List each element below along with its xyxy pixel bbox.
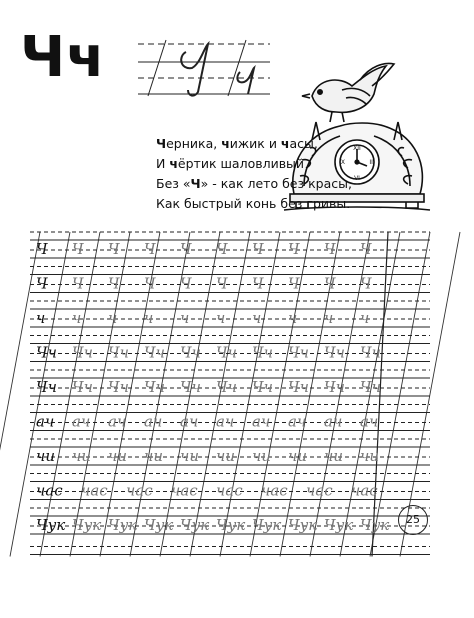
tracing-sample: час — [126, 481, 153, 500]
tracing-sample: Чч — [252, 343, 273, 362]
tracing-sample: час — [36, 481, 63, 500]
tracing-sample: Чч — [72, 343, 93, 362]
poem-text: Без « — [156, 176, 191, 191]
poem-text: ерника, — [166, 136, 222, 151]
tracing-sample: ч — [72, 309, 82, 327]
practice-row — [30, 301, 430, 327]
tracing-sample: час — [351, 481, 378, 500]
practice-row — [30, 232, 430, 258]
tracing-sample: ач — [36, 412, 55, 431]
tracing-sample: ач — [216, 412, 235, 431]
svg-text:VI: VI — [354, 175, 360, 182]
tracing-sample: ч — [36, 309, 46, 327]
tracing-sample: Ч — [216, 274, 228, 293]
practice-row — [30, 439, 430, 465]
svg-text:IX: IX — [339, 159, 345, 166]
tracing-sample: Ч — [324, 274, 336, 293]
tracing-sample: чи — [324, 447, 343, 465]
tracing-sample: Чч — [252, 378, 273, 396]
tracing-sample: Чук — [288, 516, 318, 534]
tracing-sample: Ч — [288, 240, 300, 258]
tracing-sample: Чч — [144, 378, 165, 396]
tracing-sample: Чук — [108, 516, 138, 534]
tracing-sample: ч — [252, 309, 262, 327]
poem-text: ёртик шаловливый — [177, 156, 305, 171]
tracing-sample: ач — [324, 412, 343, 431]
tracing-sample: чи — [108, 447, 127, 465]
tracing-sample: ч — [216, 309, 226, 327]
tracing-sample: Чч — [288, 378, 309, 396]
tracing-sample: Ч — [324, 240, 336, 258]
page-number: 25 — [398, 505, 428, 535]
tracing-sample: Ч — [144, 240, 156, 258]
poem-highlight: ч — [221, 136, 230, 151]
tracing-sample: ч — [324, 309, 334, 327]
poem-text: И — [156, 156, 170, 171]
tracing-sample: чи — [180, 447, 199, 465]
tracing-sample: Ч — [360, 274, 372, 293]
tracing-sample: Чук — [360, 516, 390, 534]
tracing-sample: Чук — [144, 516, 174, 534]
tracing-sample: Чч — [180, 378, 201, 396]
tracing-sample: Чч — [324, 343, 345, 362]
poem-highlight: Ч — [156, 136, 167, 151]
poem-highlight: Ч — [190, 176, 201, 191]
tracing-sample: час — [216, 481, 243, 500]
poem-highlight: ч — [169, 156, 178, 171]
tracing-sample: ч — [108, 309, 118, 327]
practice-row — [30, 267, 430, 293]
tracing-sample: Ч — [36, 274, 48, 293]
tracing-sample: Чч — [216, 343, 237, 362]
tracing-sample: Ч — [360, 240, 372, 258]
tracing-sample: чи — [252, 447, 271, 465]
poem-line-4: Как быстрый конь без гривы. — [156, 196, 351, 211]
tracing-sample: час — [261, 481, 288, 500]
tracing-sample: ач — [108, 412, 127, 431]
tracing-sample: ач — [252, 412, 271, 431]
tracing-sample: Ч — [108, 274, 120, 293]
tracing-sample: Чч — [288, 343, 309, 362]
tracing-sample: Ч — [180, 240, 192, 258]
tracing-sample: Ч — [180, 274, 192, 293]
tracing-sample: Чч — [72, 378, 93, 396]
tracing-sample: Чч — [216, 378, 237, 396]
tracing-sample: Чч — [360, 343, 381, 362]
tracing-sample: Чук — [324, 516, 354, 534]
tracing-sample: Ч — [144, 274, 156, 293]
tracing-sample: ач — [288, 412, 307, 431]
tracing-sample: Чч — [108, 378, 129, 396]
tracing-sample: Чч — [360, 378, 381, 396]
tracing-sample: Чч — [144, 343, 165, 362]
tracing-sample: Ч — [72, 274, 84, 293]
svg-text:XII: XII — [353, 145, 361, 152]
tracing-sample: Ч — [288, 274, 300, 293]
practice-row — [30, 474, 430, 500]
poem-text: ижик и — [229, 136, 281, 151]
tracing-sample: Ч — [72, 240, 84, 258]
poem-highlight: ч — [280, 136, 290, 151]
tracing-sample: чи — [72, 447, 91, 465]
tracing-sample: ач — [180, 412, 199, 431]
practice-row — [30, 508, 430, 534]
svg-text:III: III — [369, 159, 375, 166]
tracing-sample: ч — [180, 309, 190, 327]
tracing-sample: чи — [288, 447, 307, 465]
tracing-sample: Чч — [36, 378, 57, 396]
tracing-sample: Чук — [36, 516, 66, 534]
tracing-sample: чи — [36, 447, 55, 465]
tracing-sample: чи — [144, 447, 163, 465]
tracing-sample: ч — [360, 309, 370, 327]
tracing-sample: Ч — [252, 274, 264, 293]
tracing-sample: ач — [144, 412, 163, 431]
practice-row — [30, 370, 430, 396]
tracing-sample: Чук — [216, 516, 246, 534]
tracing-sample: Чч — [108, 343, 129, 362]
tracing-sample: чи — [360, 447, 379, 465]
tracing-sample: Чук — [72, 516, 102, 534]
tracing-sample: час — [306, 481, 333, 500]
tracing-sample: Ч — [36, 240, 48, 258]
tracing-sample: Чч — [324, 378, 345, 396]
tracing-sample: ч — [144, 309, 154, 327]
tracing-sample: Ч — [108, 240, 120, 258]
tracing-sample: Чч — [180, 343, 201, 362]
tracing-sample: Чук — [252, 516, 282, 534]
tracing-sample: час — [81, 481, 108, 500]
tracing-sample: ач — [360, 412, 379, 431]
tracing-sample: ч — [288, 309, 298, 327]
big-letter-pair: Чч — [20, 25, 106, 90]
tracing-sample: Чч — [36, 343, 57, 362]
tracing-sample: Ч — [252, 240, 264, 258]
tracing-sample: час — [171, 481, 198, 500]
tracing-sample: Чук — [180, 516, 210, 534]
tracing-sample: чи — [216, 447, 235, 465]
tracing-sample: Ч — [216, 240, 228, 258]
tracing-sample: ач — [72, 412, 91, 431]
poem-text: » - как лето без красы, — [200, 176, 352, 191]
poem-text: асы, — [289, 136, 318, 151]
practice-row — [30, 405, 430, 431]
